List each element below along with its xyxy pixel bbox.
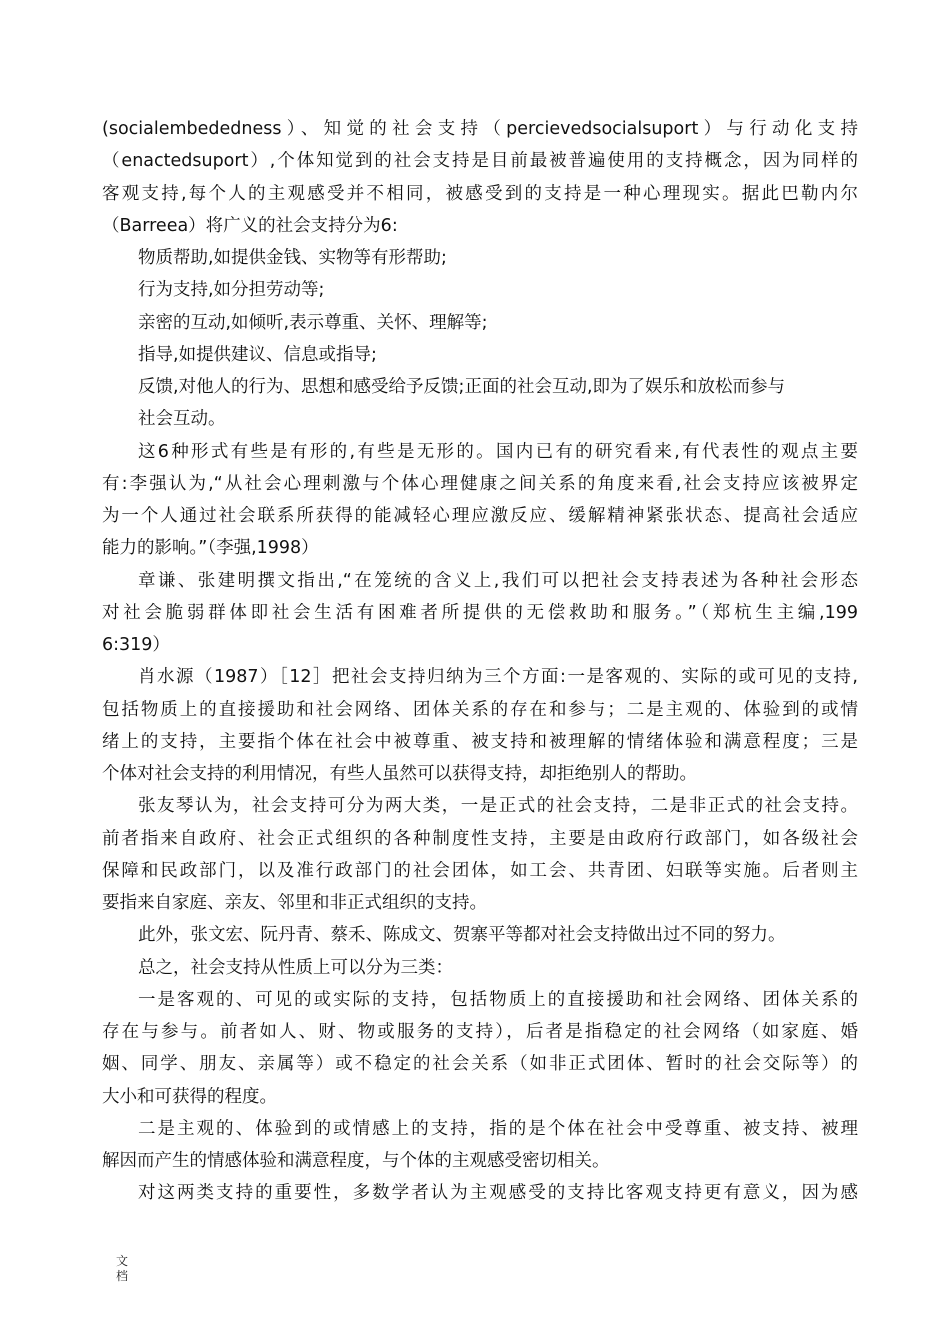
text-line: 存在与参与。前者如人、财、物或服务的支持），后者是指稳定的社会网络（如家庭、婚 [102,1022,858,1042]
text-line: 总之，社会支持从性质上可以分为三类： [138,957,453,978]
text-line: 6:319） [102,635,170,655]
text-line: 一是客观的、可见的或实际的支持，包括物质上的直接援助和社会网络、团体关系的 [138,989,858,1010]
text-line: 能力的影响。”（李强,1998） [102,538,319,559]
text-line: 反馈,对他人的行为、思想和感受给予反馈;正面的社会互动,即为了娱乐和放松而参与 [138,377,786,397]
text-line: 绪上的支持，主要指个体在社会中被尊重、被支持和被理解的情绪体验和满意程度；三是 [102,731,858,752]
text-line: 包括物质上的直接援助和社会网络、团体关系的存在和参与；二是主观的、体验到的或情 [102,699,858,720]
text-line: 对社会脆弱群体即社会生活有困难者所提供的无偿救助和服务。”（郑杭生主编,199 [102,602,858,623]
text-line: 行为支持,如分担劳动等; [138,280,325,301]
body-text [102,113,858,1210]
text-line: 保障和民政部门，以及准行政部门的社会团体，如工会、共青团、妇联等实施。后者则主 [102,860,858,881]
text-line: 个体对社会支持的利用情况，有些人虽然可以获得支持，却拒绝别人的帮助。 [102,764,697,784]
text-line: 社会互动。 [138,409,226,430]
text-line: 解因而产生的情感体验和满意程度，与个体的主观感受密切相关。 [102,1151,610,1171]
text-line: 肖水源（1987）［12］把社会支持归纳为三个方面:一是客观的、实际的或可见的支持, [138,667,858,688]
text-line: (socialembededness）、知觉的社会支持（percievedsocialsuport）与行动化支持 [102,119,858,139]
text-line: 张友琴认为，社会支持可分为两大类，一是正式的社会支持，二是非正式的社会支持。 [138,796,858,817]
text-line: 客观支持,每个人的主观感受并不相同，被感受到的支持是一种心理现实。据此巴勒内尔 [102,183,858,204]
text-line: 前者指来自政府、社会正式组织的各种制度性支持，主要是由政府行政部门，如各级社会 [102,828,858,849]
text-line: 物质帮助,如提供金钱、实物等有形帮助; [138,248,447,268]
text-line: 二是主观的、体验到的或情感上的支持，指的是个体在社会中受尊重、被支持、被理 [138,1118,858,1139]
text-line: 对这两类支持的重要性，多数学者认为主观感受的支持比客观支持更有意义，因为感 [138,1183,858,1204]
text-line: 这6种形式有些是有形的,有些是无形的。国内已有的研究看来,有代表性的观点主要 [138,441,858,462]
text-line: 此外，张文宏、阮丹青、蔡禾、陈成文、贺寨平等都对社会支持做出过不同的努力。 [138,925,786,946]
text-line: 亲密的互动,如倾听,表示尊重、关怀、理解等; [138,312,488,333]
text-line: 姻、同学、朋友、亲属等）或不稳定的社会关系（如非正式团体、暂时的社会交际等）的 [102,1054,858,1075]
text-line: 有:李强认为,“从社会心理刺激与个体心理健康之间关系的角度来看,社会支持应该被界定 [102,473,858,494]
text-line: 为一个人通过社会联系所获得的能减轻心理应激反应、缓解精神紧张状态、提高社会适应 [102,506,858,526]
text-line: 章谦、张建明撰文指出,“在笼统的含义上,我们可以把社会支持表述为各种社会形态 [138,570,858,591]
text-line: （enactedsuport）,个体知觉到的社会支持是目前最被普遍使用的支持概念，因为同样的 [102,151,858,172]
text-line: 要指来自家庭、亲友、邻里和非正式组织的支持。 [102,893,487,913]
footer-char-2: 档 [116,1269,129,1283]
text-line: （Barreea）将广义的社会支持分为6: [102,215,398,236]
footer-mark [116,1254,132,1284]
footer-char-1: 文 [116,1254,129,1268]
text-line: 大小和可获得的程度。 [102,1086,277,1107]
text-line: 指导,如提供建议、信息或指导; [138,344,377,365]
